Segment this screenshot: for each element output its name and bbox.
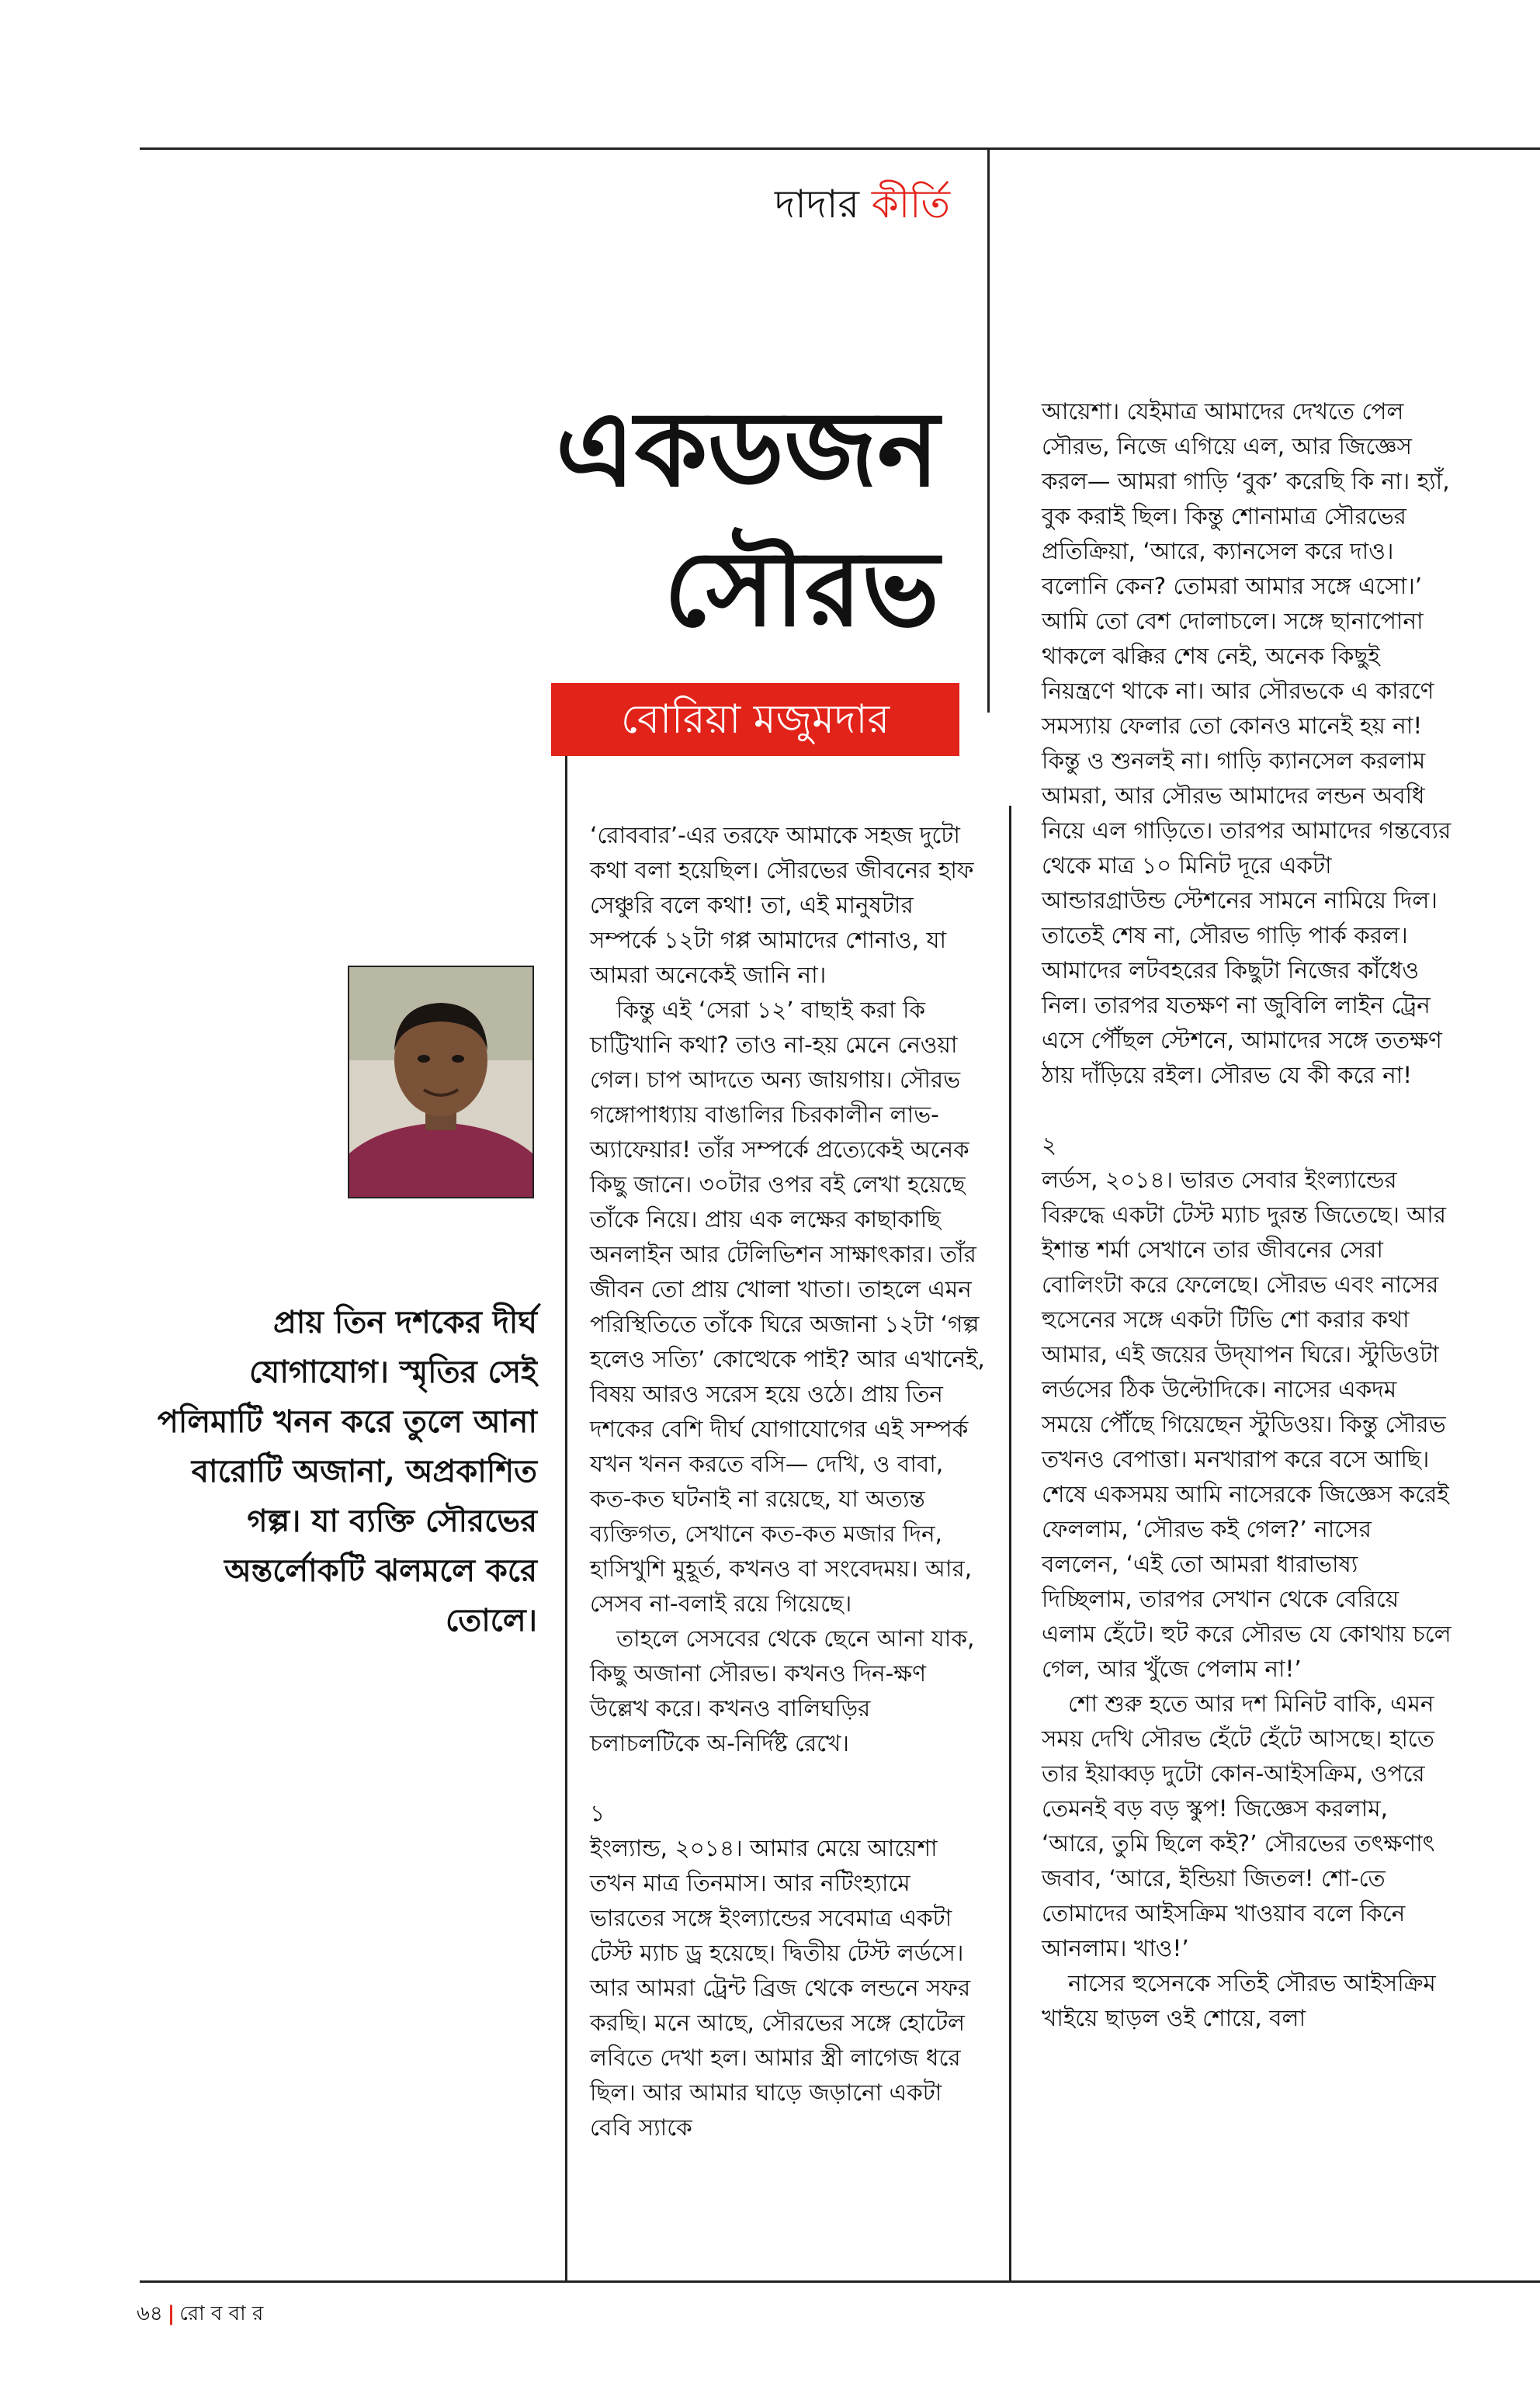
story-2-paragraph-3: নাসের হুসেনকে সতিই সৌরভ আইসক্রিম খাইয়ে ছাড়ল ওই শোয়ে, বলা [1042, 1970, 1436, 2031]
byline-bar [551, 683, 959, 756]
story-2-paragraph-1: লর্ডস, ২০১৪। ভারত সেবার ইংল্যান্ডের বিরুদ্ধে একটা টেস্ট ম্যাচ দুরন্ত জিতেছে। আর ইশান্ত শর্মা সেখানে তার জীবনের সেরা বোলিংটা করে ফেলেছে। সৌরভ এবং নাসের হুসেনের সঙ্গে একটা টিভি শো করার কথা আমার, এই জয়ের উদ্‌যাপন ঘিরে। স্টুডিওটা লর্ডসের ঠিক উল্টোদিকে। নাসের একদম সময়ে পৌঁছে গিয়েছেন স্টুডিওয়। কিন্তু সৌরভ তখনও বেপাত্তা। মনখারাপ করে বসে আছি। শেষে একসময় আমি নাসেরকে জিজ্ঞেস করেই ফেললাম, ‘সৌরভ কই গেল?’ নাসের বললেন, ‘এই তো আমরা ধারাভাষ্য দিচ্ছিলাম, তারপর সেখান থেকে বেরিয়ে এলাম হেঁটে। হুট করে সৌরভ যে কোথায় চলে গেল, আর খুঁজে পেলাম না!’ [1042, 1167, 1452, 1682]
top-rule [140, 147, 1540, 150]
story-1-paragraph: ইংল্যান্ড, ২০১৪। আমার মেয়ে আয়েশা তখন মাত্র তিনমাস। আর নটিংহ্যামে ভারতের সঙ্গে ইংল্যান্ডের সবেমাত্র একটা টেস্ট ম্যাচ ড্র হয়েছে। দ্বিতীয় টেস্ট লর্ডসে। আর আমরা ট্রেন্ট ব্রিজ থেকে লন্ডনে সফর করছি। মনে আছে, সৌরভের সঙ্গে হোটেল লবিতে দেখা হল। আমার স্ত্রী লাগেজ ধরে ছিল। আর আমার ঘাড়ে জড়ানো একটা বেবি স্যাকে [590, 1835, 971, 2141]
byline-author: বোরিয়া মজুমদার [620, 696, 890, 743]
article-column-2 [1042, 394, 1452, 2036]
story-1-continued: আয়েশা। যেইমাত্র আমাদের দেখতে পেল সৌরভ, নিজে এগিয়ে এল, আর জিজ্ঞেস করল— আমরা গাড়ি ‘বুক’ করেছি কি না। হ্যাঁ, বুক করাই ছিল। কিন্তু শোনামাত্র সৌরভের প্রতিক্রিয়া, ‘আরে, ক্যানসেল করে দাও। বলোনি কেন? তোমরা আমার সঙ্গে এসো।’ আমি তো বেশ দোলাচলে। সঙ্গে ছানাপোনা থাকলে ঝক্কির শেষ নেই, অনেক কিছুই নিয়ন্ত্রণে থাকে না। আর সৌরভকে এ কারণে সমস্যায় ফেলার তো কোনও মানেই হয় না! কিন্তু ও শুনলই না। গাড়ি ক্যানসেল করলাম আমরা, আর সৌরভ আমাদের লন্ডন অবধি নিয়ে এল গাড়িতে। তারপর আমাদের গন্তব্যের থেকে মাত্র ১০ মিনিট দূরে একটা আন্ডারগ্রাউন্ড স্টেশনের সামনে নামিয়ে দিল। তাতেই শেষ না, সৌরভ গাড়ি পার্ক করল। আমাদের লটবহরের কিছুটা নিজের কাঁধেও নিল। তারপর যতক্ষণ না জুবিলি লাইন ট্রেন এসে পৌঁছল স্টেশনে, আমাদের সঙ্গে ততক্ষণ ঠায় দাঁড়িয়ে রইল। সৌরভ যে কী করে না! [1042, 398, 1452, 1088]
section-title-prefix: দাদার [774, 182, 859, 227]
headline [536, 379, 939, 658]
page-footer [137, 2298, 263, 2332]
intro-paragraph-1: ‘রোববার’-এর তরফে আমাকে সহজ দুটো কথা বলা হয়েছিল। সৌরভের জীবনের হাফ সেঞ্চুরি বলে কথা! তা, এই মানুষটার সম্পর্কে ১২টা গপ্প আমাদের শোনাও, যা আমরা অনেকেই জানি না। [590, 822, 974, 988]
section-title [775, 175, 950, 240]
article-column-1 [590, 818, 986, 2145]
footer-separator: | [167, 2302, 175, 2325]
story-2-paragraph-2: শো শুরু হতে আর দশ মিনিট বাকি, এমন সময় দেখি সৌরভ হেঁটে হেঁটে আসছে। হাতে তার ইয়াব্বড় দুটো কোন-আইসক্রিম, ওপরে তেমনই বড় বড় স্কুপ! জিজ্ঞেস করলাম, ‘আরে, তুমি ছিলে কই?’ সৌরভের তৎক্ষণাৎ জবাব, ‘আরে, ইন্ডিয়া জিতল! শো-তে তোমাদের আইসক্রিম খাওয়াব বলে কিনে আনলাম। খাও!’ [1042, 1691, 1435, 1961]
pull-quote: প্রায় তিন দশকের দীর্ঘ যোগাযোগ। স্মৃতির সেই পলিমাটি খনন করে তুলে আনা বারোটি অজানা, অপ্রকাশিত গল্প। যা ব্যক্তি সৌরভের অন্তর্লোকটি ঝলমলে করে তোলে। [157, 1304, 537, 1639]
author-photo [348, 966, 534, 1198]
page-number: ৬৪ [137, 2302, 163, 2325]
author-portrait-illustration [349, 967, 532, 1197]
center-divider-upper [987, 147, 990, 713]
intro-paragraph-2: কিন্তু এই ‘সেরা ১২’ বাছাই করা কি চাট্টিখানি কথা? তাও না-হয় মেনে নেওয়া গেল। চাপ আদতে অন্য জায়গায়। সৌরভ গঙ্গোপাধ্যায় বাঙালির চিরকালীন লাভ-অ্যাফেয়ার! তাঁর সম্পর্কে প্রত্যেকেই অনেক কিছু জানে। ৩০টার ওপর বই লেখা হয়েছে তাঁকে নিয়ে। প্রায় এক লক্ষের কাছাকাছি অনলাইন আর টেলিভিশন সাক্ষাৎকার। তাঁর জীবন তো প্রায় খোলা খাতা। তাহলে এমন পরিস্থিতিতে তাঁকে ঘিরে অজানা ১২টা ‘গল্প হলেও সত্যি’ কোত্থেকে পাই? আর এখানেই, বিষয় আরও সরেস হয়ে ওঠে। প্রায় তিন দশকের বেশি দীর্ঘ যোগাযোগের এই সম্পর্ক যখন খনন করতে বসি— দেখি, ও বাবা, কত-কত ঘটনাই না রয়েছে, যা অত্যন্ত ব্যক্তিগত, সেখানে কত-কত মজার দিন, হাসিখুশি মুহূর্ত, কখনও বা সংবেদময়। আর, সেসব না-বলাই রয়ে গিয়েছে। [590, 997, 985, 1617]
bottom-rule [140, 2280, 1540, 2283]
column-divider-left [565, 713, 567, 2282]
magazine-name: রো ব বা র [179, 2302, 264, 2325]
section-title-accent: কীর্তি [871, 182, 950, 227]
column-divider-right [1009, 806, 1011, 2282]
headline-line-2: সৌরভ [664, 527, 939, 650]
intro-paragraph-3: তাহলে সেসবের থেকে ছেনে আনা যাক, কিছু অজানা সৌরভ। কখনও দিন-ক্ষণ উল্লেখ করে। কখনও বালিঘড়ির চলাচলটিকে অ-নির্দিষ্ট রেখে। [590, 1625, 975, 1757]
story-1-number: ১ [590, 1800, 605, 1826]
headline-line-1: একডজন [555, 387, 939, 510]
story-2-number: ২ [1042, 1132, 1057, 1158]
